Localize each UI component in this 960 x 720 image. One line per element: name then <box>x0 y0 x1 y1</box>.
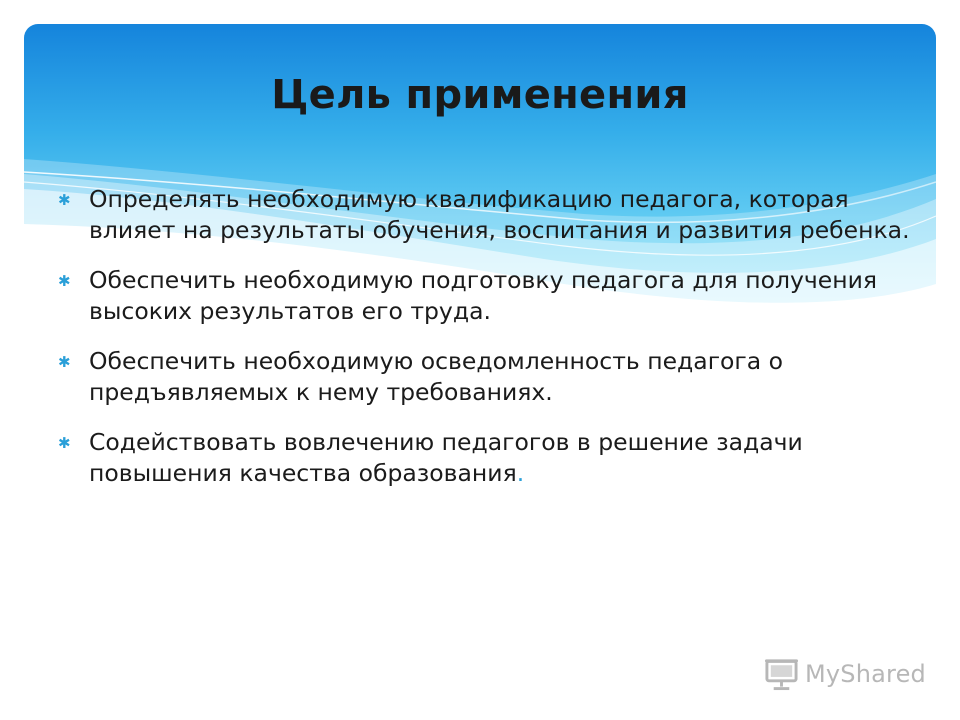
asterisk-bullet-icon: ✱ <box>58 434 71 452</box>
list-item <box>58 265 918 327</box>
watermark-text: MyShared <box>804 660 926 688</box>
list-item <box>58 346 918 408</box>
asterisk-bullet-icon: ✱ <box>58 353 71 371</box>
slide-title: Цель применения <box>271 72 689 118</box>
bullet-text: Определять необходимую квалификацию педагога, которая влияет на результаты обучения, воспитания и развития ребенка. <box>89 185 910 244</box>
bullet-text: Обеспечить необходимую подготовку педагога для получения высоких результатов его труда. <box>89 266 878 325</box>
bullet-text: Обеспечить необходимую осведомленность педагога о предъявляемых к нему требованиях. <box>89 347 784 406</box>
list-item <box>58 184 918 246</box>
watermark <box>764 652 926 696</box>
asterisk-bullet-icon: ✱ <box>58 272 71 290</box>
accent-period: . <box>516 459 525 487</box>
bullet-text: Содействовать вовлечению педагогов в решение задачи повышения качества образования <box>89 428 803 487</box>
bullet-list <box>58 184 918 508</box>
asterisk-bullet-icon: ✱ <box>58 191 71 209</box>
presentation-icon <box>764 657 799 691</box>
list-item <box>58 427 918 489</box>
